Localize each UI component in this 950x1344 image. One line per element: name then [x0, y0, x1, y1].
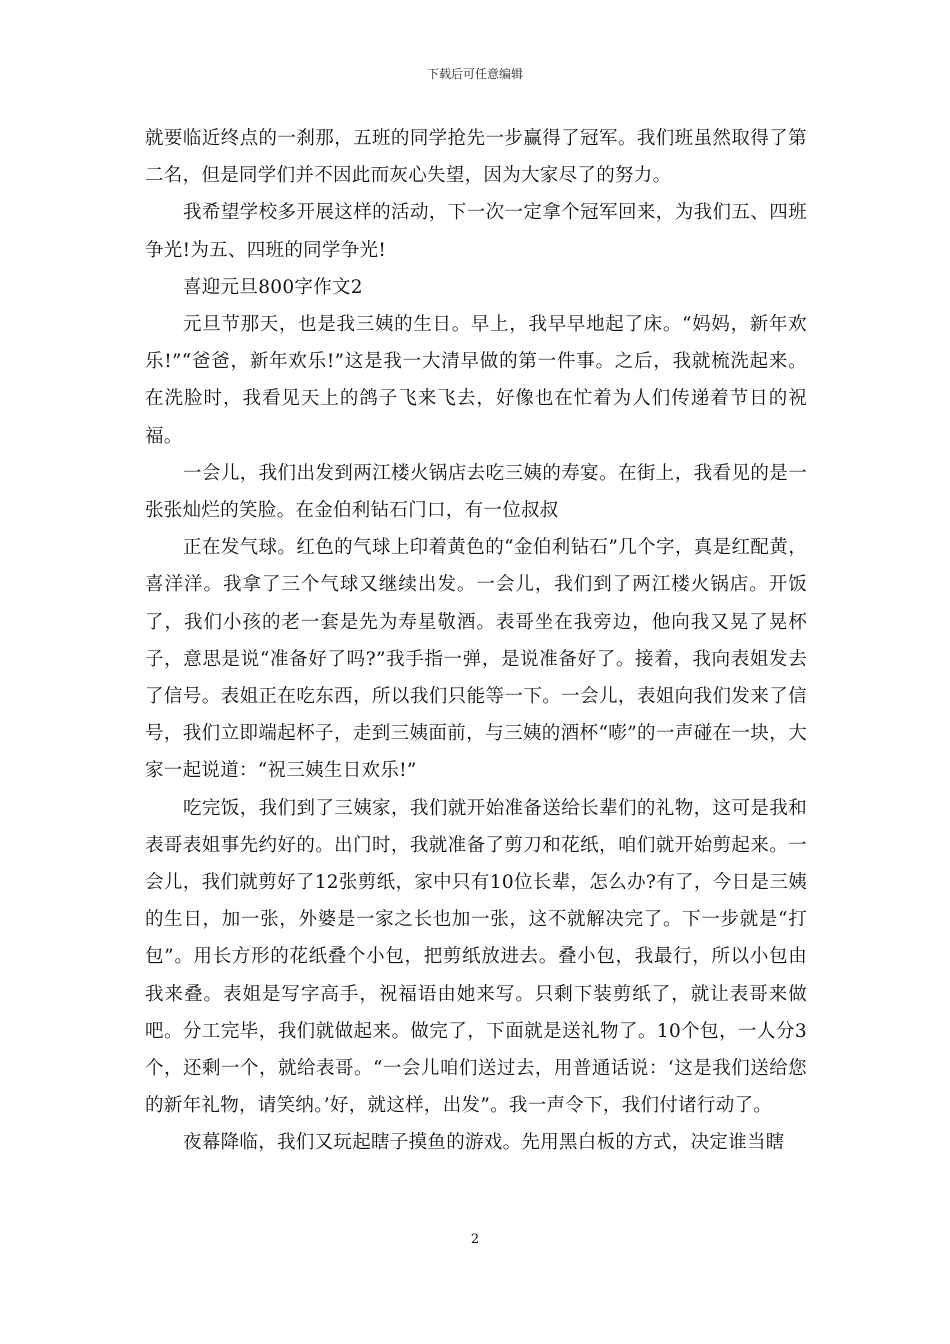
paragraph-continuation: 就要临近终点的一刹那，五班的同学抢先一步赢得了冠军。我们班虽然取得了第二名，但是同学们并不因此而灰心失望，因为大家尽了的努力。 — [145, 128, 807, 187]
page-number: 2 — [470, 1232, 480, 1247]
paragraph: 夜幕降临，我们又玩起瞎子摸鱼的游戏。先用黑白板的方式，决定谁当瞎 — [183, 1132, 785, 1154]
paragraph: 元旦节那天，也是我三姨的生日。早上，我早早地起了床。“妈妈，新年欢乐!”“爸爸，新年欢乐!”这是我一大清早做的第一件事。之后，我就梳洗起来。在洗脸时，我看见天上的鸽子飞来飞去，好像也在忙着为人们传递着节日的祝福。 — [145, 314, 807, 447]
section-title: 喜迎元旦800字作文2 — [183, 276, 363, 298]
document-body — [145, 120, 807, 1162]
page-header: 下载后可任意编辑 — [426, 67, 523, 81]
paragraph: 正在发气球。红色的气球上印着黄色的“金伯利钻石”几个字，真是红配黄，喜洋洋。我拿了三个气球又继续出发。一会儿，我们到了两江楼火锅店。开饭了，我们小孩的老一套是先为寿星敬酒。表哥坐在我旁边，他向我又晃了晃杯子，意思是说“准备好了吗?”我手指一弹，是说准备好了。接着，我向表姐发去了信号。表姐正在吃东西，所以我们只能等一下。一会儿，表姐向我们发来了信号，我们立即端起杯子，走到三姨面前，与三姨的酒杯“嘭”的一声碰在一块，大家一起说道：“祝三姨生日欢乐!” — [145, 537, 807, 782]
paragraph: 一会儿，我们出发到两江楼火锅店去吃三姨的寿宴。在街上，我看见的是一张张灿烂的笑脸。在金伯利钻石门口，有一位叔叔 — [145, 462, 807, 522]
paragraph: 我希望学校多开展这样的活动，下一次一定拿个冠军回来，为我们五、四班争光!为五、四班的同学争光! — [145, 202, 807, 261]
paragraph: 吃完饭，我们到了三姨家，我们就开始准备送给长辈们的礼物，这可是我和表哥表姐事先约好的。出门时，我就准备了剪刀和花纸，咱们就开始剪起来。一会儿，我们就剪好了12张剪纸，家中只有10位长辈，怎么办?有了，今日是三姨的生日，加一张，外婆是一家之长也加一张，这不就解决完了。下一步就是“打包”。用长方形的花纸叠个小包，把剪纸放进去。叠小包，我最行，所以小包由我来叠。表姐是写字高手，祝福语由她来写。只剩下装剪纸了，就让表哥来做吧。分工完毕，我们就做起来。做完了，下面就是送礼物了。10个包，一人分3个，还剩一个，就给表哥。“一会儿咱们送过去，用普通话说：‘这是我们送给您的新年礼物，请笑纳。’好，就这样，出发”。我一声令下，我们付诸行动了。 — [145, 797, 807, 1117]
